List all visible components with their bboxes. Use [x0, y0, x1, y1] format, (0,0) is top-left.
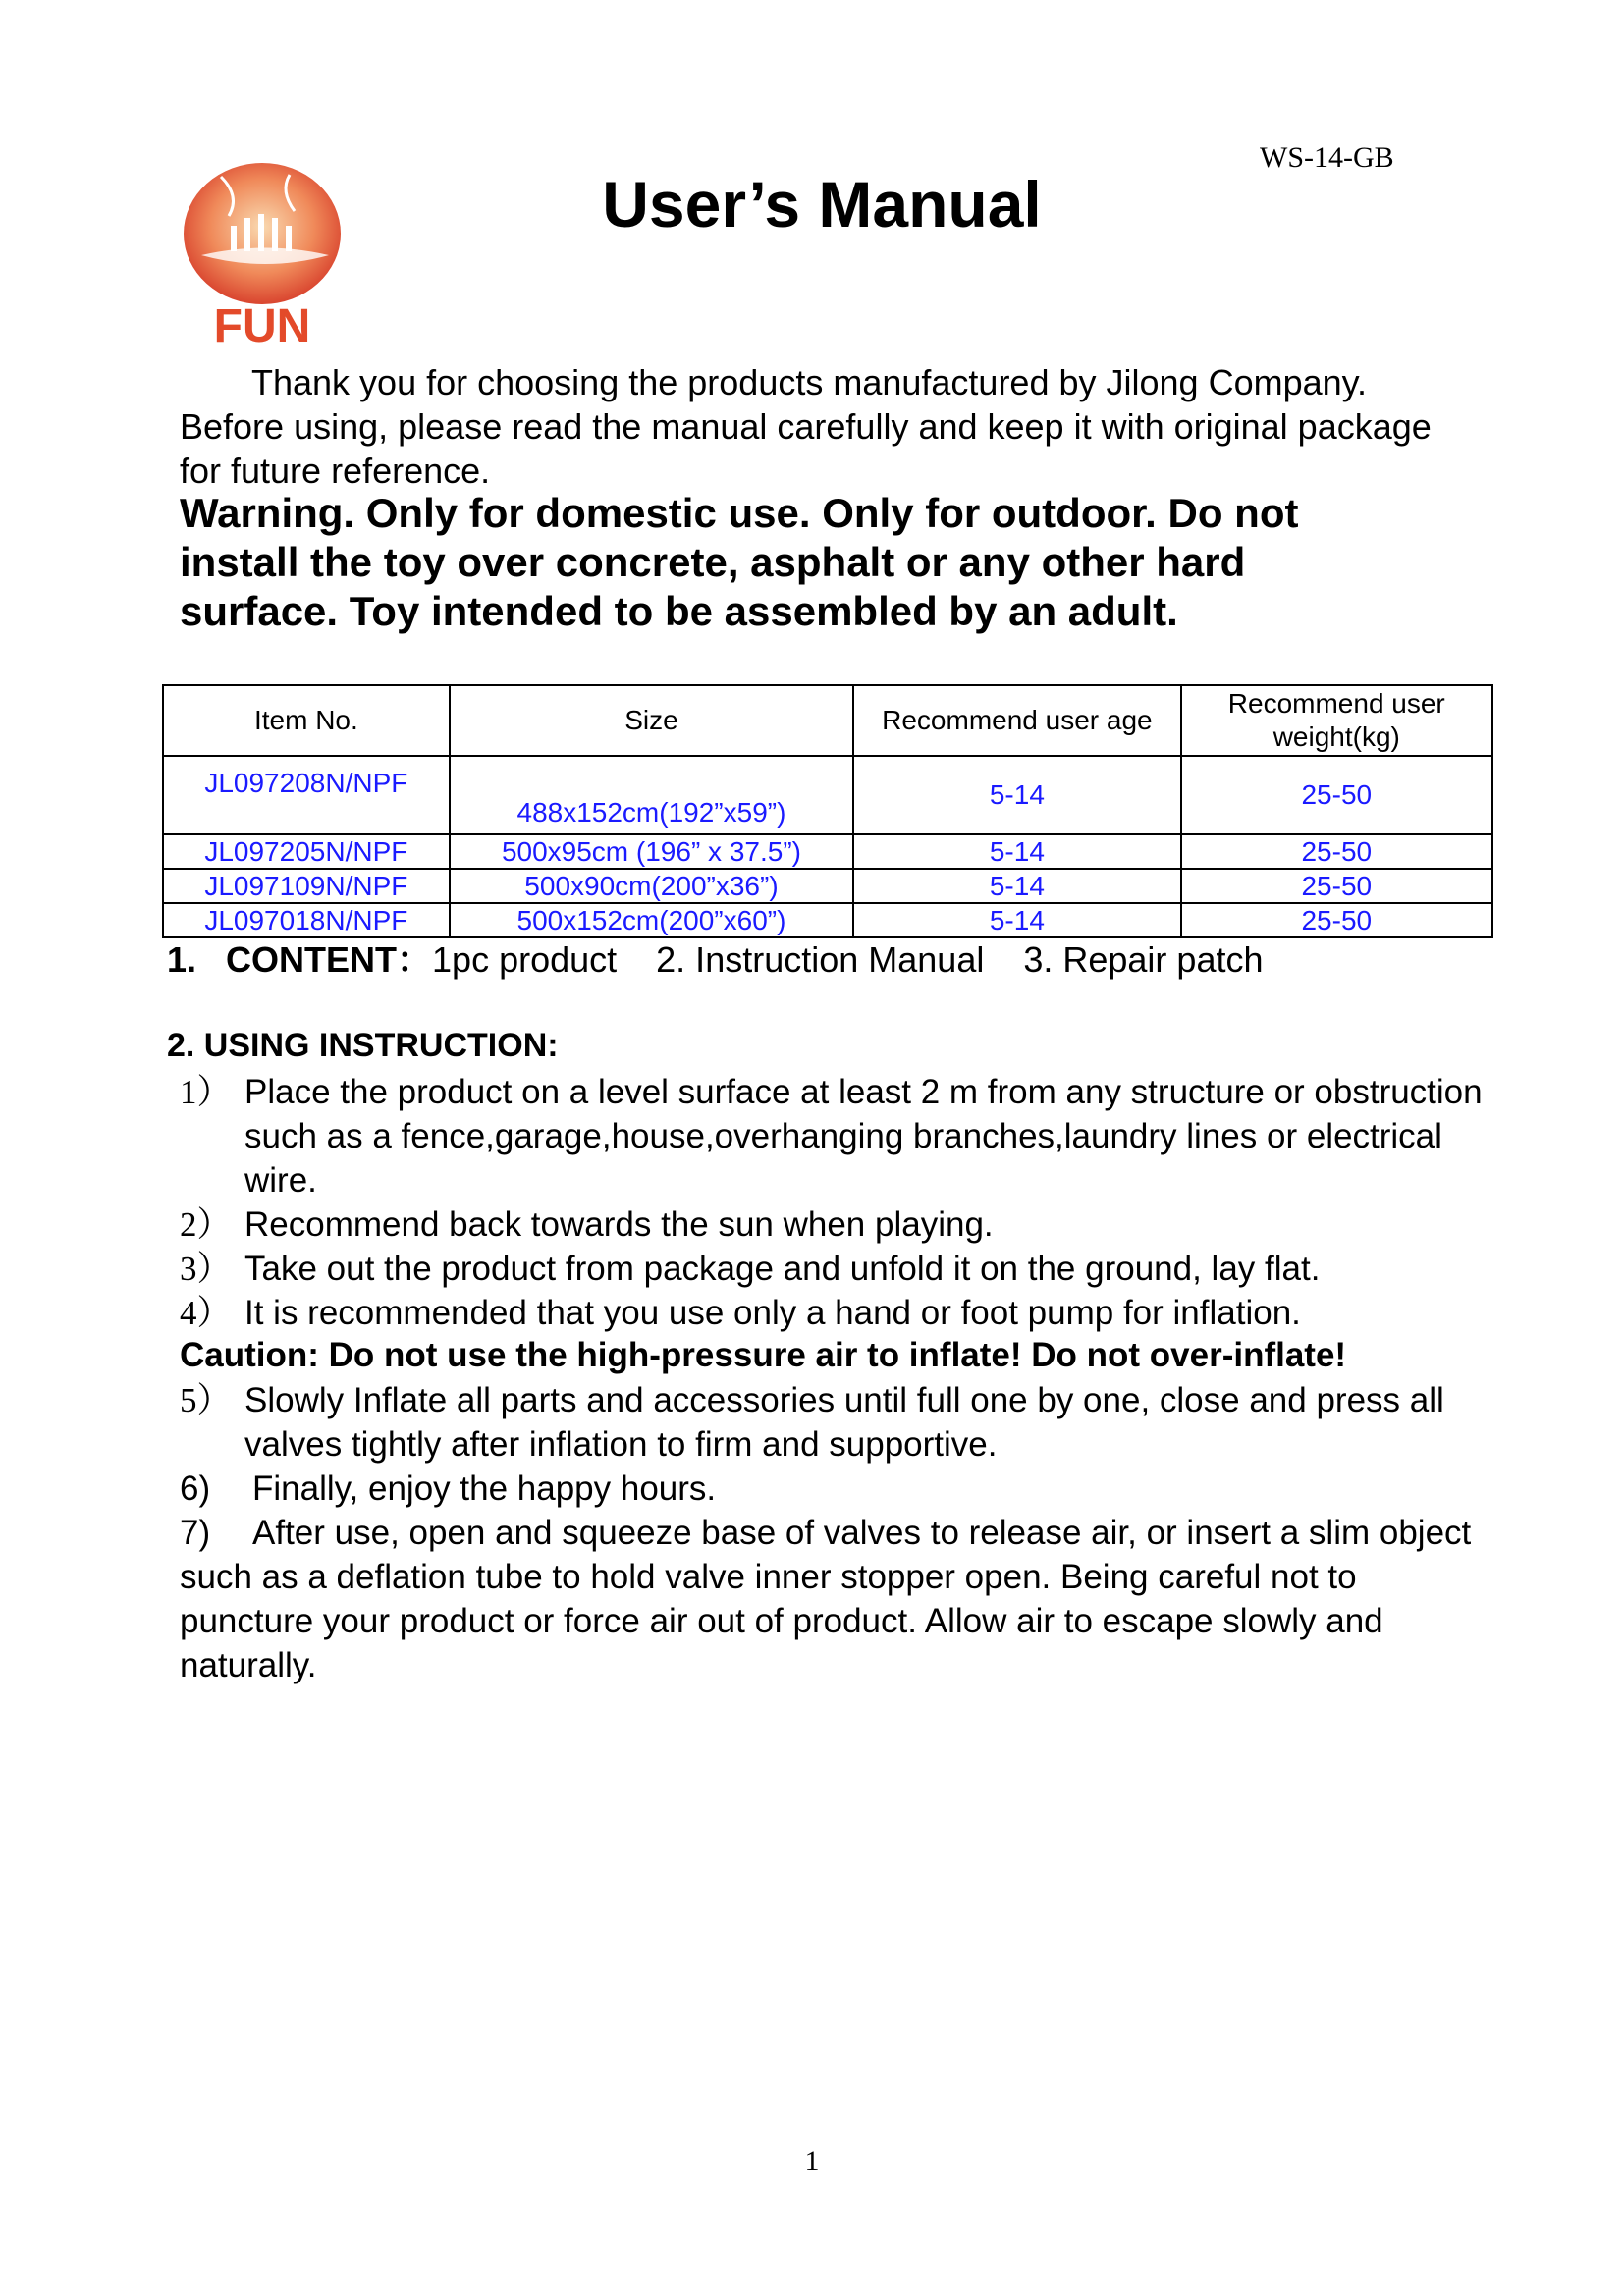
- intro-line-2: Before using, please read the manual carefully and keep it with original package: [180, 406, 1432, 447]
- step-text: After use, open and squeeze base of valves to release air, or insert a slim object such as a deflation tube to hold valve inner stopper open. Being careful not to puncture your product or force air out of product. Allow air to escape slowly and naturally.: [180, 1514, 1472, 1684]
- instruction-step-7: [180, 1511, 1495, 1687]
- step-text: Recommend back towards the sun when playing.: [244, 1205, 994, 1244]
- cell-size: 500x152cm(200”x60”): [450, 903, 854, 937]
- step-text: Finally, enjoy the happy hours.: [252, 1469, 717, 1508]
- header-weight-line-1: Recommend user: [1227, 688, 1445, 719]
- cell-weight: 25-50: [1181, 903, 1492, 937]
- instruction-step-4: [180, 1291, 1495, 1335]
- table-row: [163, 756, 1492, 834]
- warning-line-1: Warning. Only for domestic use. Only for outdoor. Do not: [180, 490, 1299, 536]
- instruction-step-2: [180, 1202, 1495, 1247]
- intro-line-3: for future reference.: [180, 451, 491, 491]
- caution-text: Caution: Do not use the high-pressure air to inflate! Do not over-inflate!: [180, 1336, 1347, 1374]
- content-line: [167, 933, 1264, 983]
- instruction-step-6: [180, 1467, 1495, 1511]
- logo-text: FUN: [213, 300, 311, 352]
- step-text: Slowly Inflate all parts and accessories until full one by one, close and press all valves tightly after inflation to firm and supportive.: [244, 1381, 1444, 1464]
- warning-line-3: surface. Toy intended to be assembled by an adult.: [180, 588, 1178, 634]
- table-row: [163, 834, 1492, 869]
- instruction-step-5: [180, 1378, 1495, 1467]
- instruction-step-1: [180, 1070, 1495, 1202]
- step-number: 1）: [180, 1073, 232, 1111]
- cell-size: 488x152cm(192”x59”): [450, 756, 854, 834]
- content-label: 1. CONTENT：: [167, 939, 433, 980]
- page-number: 1: [804, 2145, 820, 2177]
- step-text: Place the product on a level surface at least 2 m from any structure or obstruction such as a fence,garage,house,overhanging branches,laundry lines or electrical wire.: [244, 1073, 1483, 1200]
- cell-size: 500x90cm(200”x36”): [450, 869, 854, 903]
- intro-line-1: Thank you for choosing the products manufactured by Jilong Company.: [251, 362, 1367, 402]
- step-number: 2）: [180, 1205, 232, 1244]
- cell-weight: 25-50: [1181, 834, 1492, 869]
- header-weight: [1181, 685, 1492, 756]
- content-items: 1pc product 2. Instruction Manual 3. Repair patch: [432, 939, 1264, 980]
- using-instruction-heading: 2. USING INSTRUCTION:: [167, 1027, 559, 1064]
- cell-item: JL097205N/NPF: [163, 834, 450, 869]
- instruction-step-3: [180, 1247, 1495, 1291]
- header-size: Size: [450, 685, 854, 756]
- header-weight-line-2: weight(kg): [1272, 721, 1400, 752]
- document-code: WS-14-GB: [1260, 141, 1394, 174]
- step-text: It is recommended that you use only a hand or foot pump for inflation.: [244, 1294, 1301, 1332]
- step-number: 6): [180, 1469, 211, 1508]
- warning-line-2: install the toy over concrete, asphalt or any other hard: [180, 539, 1246, 585]
- spec-table: [162, 684, 1493, 938]
- table-header-row: [163, 685, 1492, 756]
- cell-item: JL097208N/NPF: [163, 756, 450, 834]
- cell-size: 500x95cm (196” x 37.5”): [450, 834, 854, 869]
- cell-age: 5-14: [853, 869, 1180, 903]
- cell-age: 5-14: [853, 834, 1180, 869]
- step-number: 7): [180, 1514, 211, 1552]
- page-title: User’s Manual: [602, 168, 1042, 240]
- cell-age: 5-14: [853, 756, 1180, 834]
- header-item-no: Item No.: [163, 685, 450, 756]
- cell-age: 5-14: [853, 903, 1180, 937]
- cell-item: JL097018N/NPF: [163, 903, 450, 937]
- step-text: Take out the product from package and unfold it on the ground, lay flat.: [244, 1250, 1321, 1288]
- step-number: 3）: [180, 1250, 232, 1288]
- step-number: 4）: [180, 1294, 232, 1332]
- step-number: 5）: [180, 1381, 232, 1419]
- cell-weight: 25-50: [1181, 756, 1492, 834]
- header-age: Recommend user age: [853, 685, 1180, 756]
- table-row: [163, 869, 1492, 903]
- cell-weight: 25-50: [1181, 869, 1492, 903]
- cell-item: JL097109N/NPF: [163, 869, 450, 903]
